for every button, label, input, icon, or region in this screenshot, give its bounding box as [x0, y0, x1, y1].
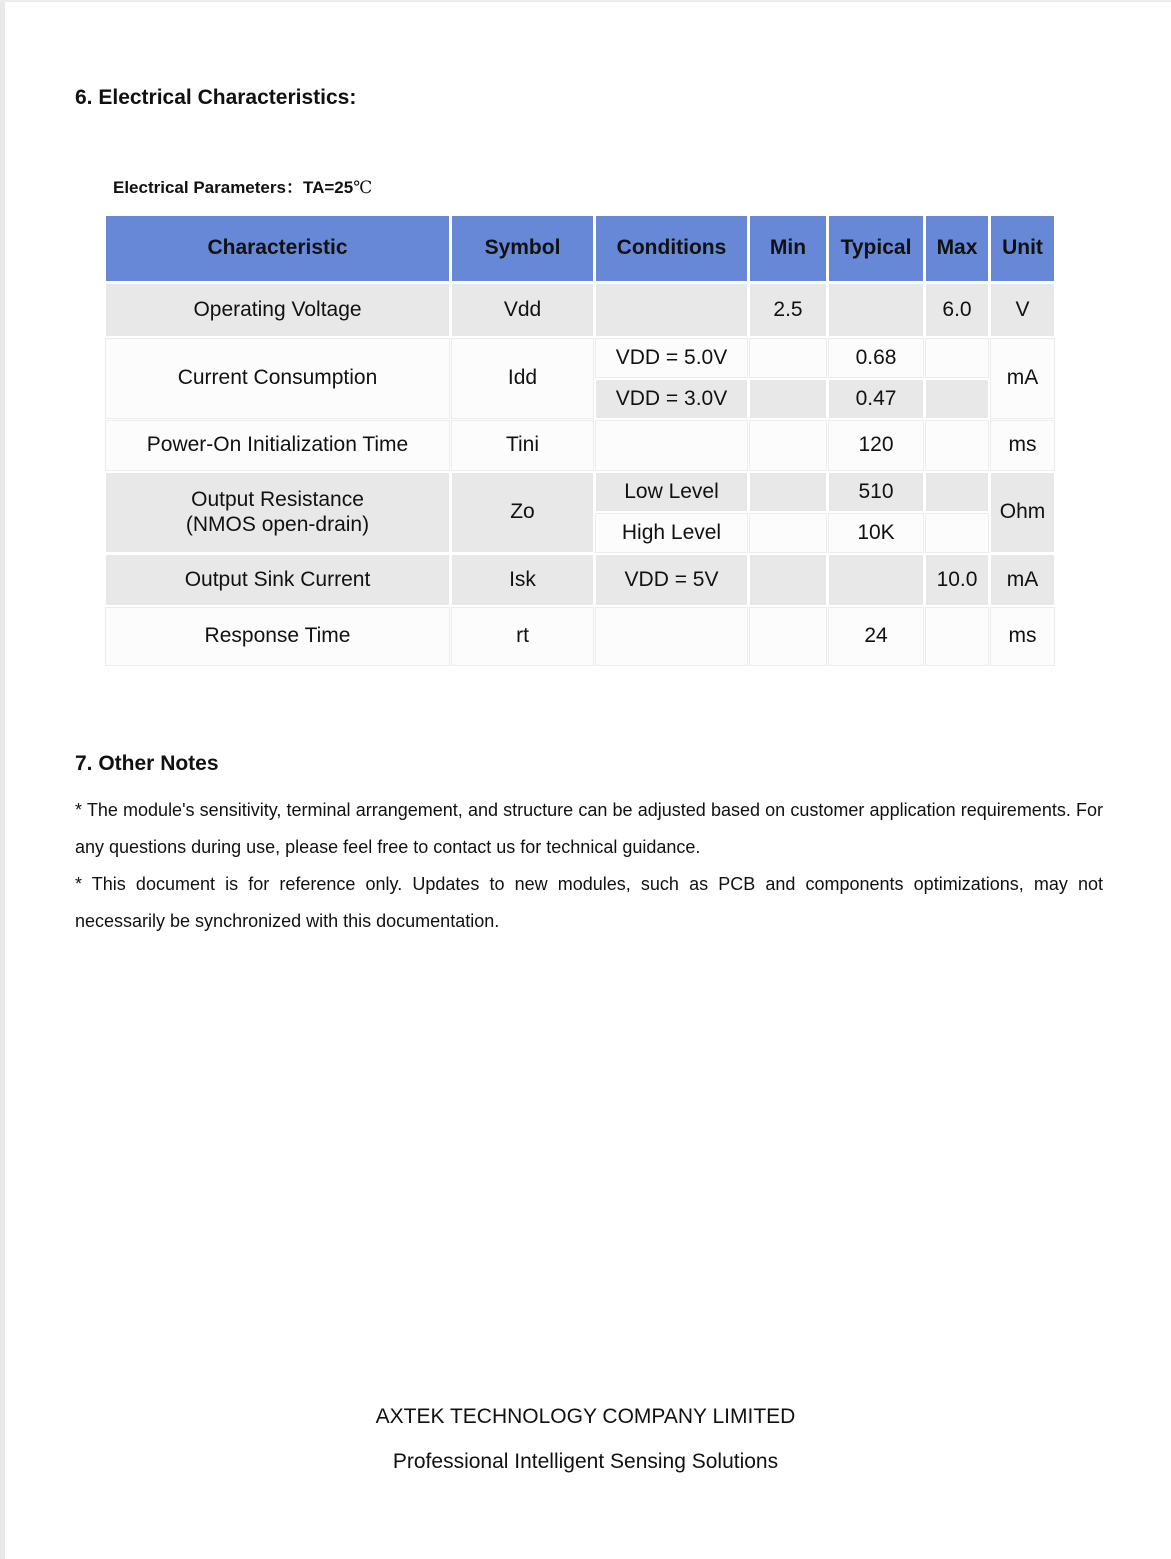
header-conditions: Conditions: [596, 216, 747, 281]
cell-min: [750, 555, 826, 605]
cell-min: [750, 514, 826, 552]
cell-symbol: Tini: [452, 421, 593, 470]
table-row: [106, 339, 1054, 377]
cell-characteristic: Operating Voltage: [106, 284, 449, 336]
cell-unit: mA: [991, 555, 1054, 605]
cell-unit: V: [991, 284, 1054, 336]
subtitle-text: Electrical Parameters：TA=25: [113, 178, 354, 197]
cell-characteristic: Output Sink Current: [106, 555, 449, 605]
cell-conditions: [596, 284, 747, 336]
cell-unit: ms: [991, 421, 1054, 470]
cell-characteristic: [106, 473, 449, 552]
cell-conditions: VDD = 5.0V: [596, 339, 747, 377]
cell-conditions: VDD = 5V: [596, 555, 747, 605]
footer-company-name: AXTEK TECHNOLOGY COMPANY LIMITED: [375, 1405, 796, 1428]
cell-characteristic: Response Time: [106, 608, 449, 665]
cell-characteristic: Current Consumption: [106, 339, 449, 418]
cell-conditions: VDD = 3.0V: [596, 380, 747, 418]
cell-symbol: Isk: [452, 555, 593, 605]
cell-conditions: [596, 608, 747, 665]
cell-min: [750, 380, 826, 418]
header-characteristic: Characteristic: [106, 216, 449, 281]
note-paragraph: * This document is for reference only. Updates to new modules, such as PCB and components optimizations, may not necessarily be synchronized with this documentation.: [75, 874, 1103, 931]
footer-tagline: Professional Intelligent Sensing Solutions: [392, 1450, 779, 1473]
cell-max: [926, 421, 988, 470]
cell-max: 10.0: [926, 555, 988, 605]
cell-max: [926, 514, 988, 552]
table-row: [106, 473, 1054, 511]
electrical-parameters-table: [103, 213, 1057, 668]
header-symbol: Symbol: [452, 216, 593, 281]
cell-unit: mA: [991, 339, 1054, 418]
cell-conditions: Low Level: [596, 473, 747, 511]
cell-min: 2.5: [750, 284, 826, 336]
page-left-edge: [0, 0, 5, 1559]
note-paragraph: * The module's sensitivity, terminal arrangement, and structure can be adjusted based on customer application requirements. For any questions during use, please feel free to contact us for technical guidance.: [75, 800, 1103, 857]
header-min: Min: [750, 216, 826, 281]
cell-min: [750, 608, 826, 665]
cell-conditions: [596, 421, 747, 470]
cell-max: 6.0: [926, 284, 988, 336]
table-row: [106, 608, 1054, 665]
cell-unit: ms: [991, 608, 1054, 665]
header-typical: Typical: [829, 216, 923, 281]
cell-characteristic: Power-On Initialization Time: [106, 421, 449, 470]
characteristic-line-2: (NMOS open-drain): [185, 512, 370, 536]
subtitle-unit: ℃: [353, 178, 373, 198]
cell-typical: 10K: [829, 514, 923, 552]
page-top-edge: [0, 0, 1171, 2]
table-row: [106, 555, 1054, 605]
header-max: Max: [926, 216, 988, 281]
cell-min: [750, 473, 826, 511]
cell-symbol: Idd: [452, 339, 593, 418]
cell-min: [750, 339, 826, 377]
cell-symbol: rt: [452, 608, 593, 665]
cell-max: [926, 608, 988, 665]
cell-typical: [829, 555, 923, 605]
cell-max: [926, 380, 988, 418]
table-header-row: [106, 216, 1054, 281]
characteristic-line-1: Output Resistance: [191, 488, 364, 512]
cell-min: [750, 421, 826, 470]
other-notes: [75, 792, 1103, 940]
cell-typical: [829, 284, 923, 336]
section-7-title: 7. Other Notes: [75, 752, 219, 775]
electrical-parameters-subtitle: [113, 173, 372, 198]
table-row: [106, 421, 1054, 470]
cell-conditions: High Level: [596, 514, 747, 552]
cell-typical: 0.47: [829, 380, 923, 418]
cell-max: [926, 339, 988, 377]
cell-typical: 24: [829, 608, 923, 665]
cell-max: [926, 473, 988, 511]
cell-symbol: Vdd: [452, 284, 593, 336]
header-unit: Unit: [991, 216, 1054, 281]
cell-symbol: Zo: [452, 473, 593, 552]
cell-typical: 510: [829, 473, 923, 511]
cell-typical: 120: [829, 421, 923, 470]
cell-typical: 0.68: [829, 339, 923, 377]
table-row: [106, 284, 1054, 336]
section-6-title: 6. Electrical Characteristics:: [75, 86, 357, 109]
cell-unit: Ohm: [991, 473, 1054, 552]
